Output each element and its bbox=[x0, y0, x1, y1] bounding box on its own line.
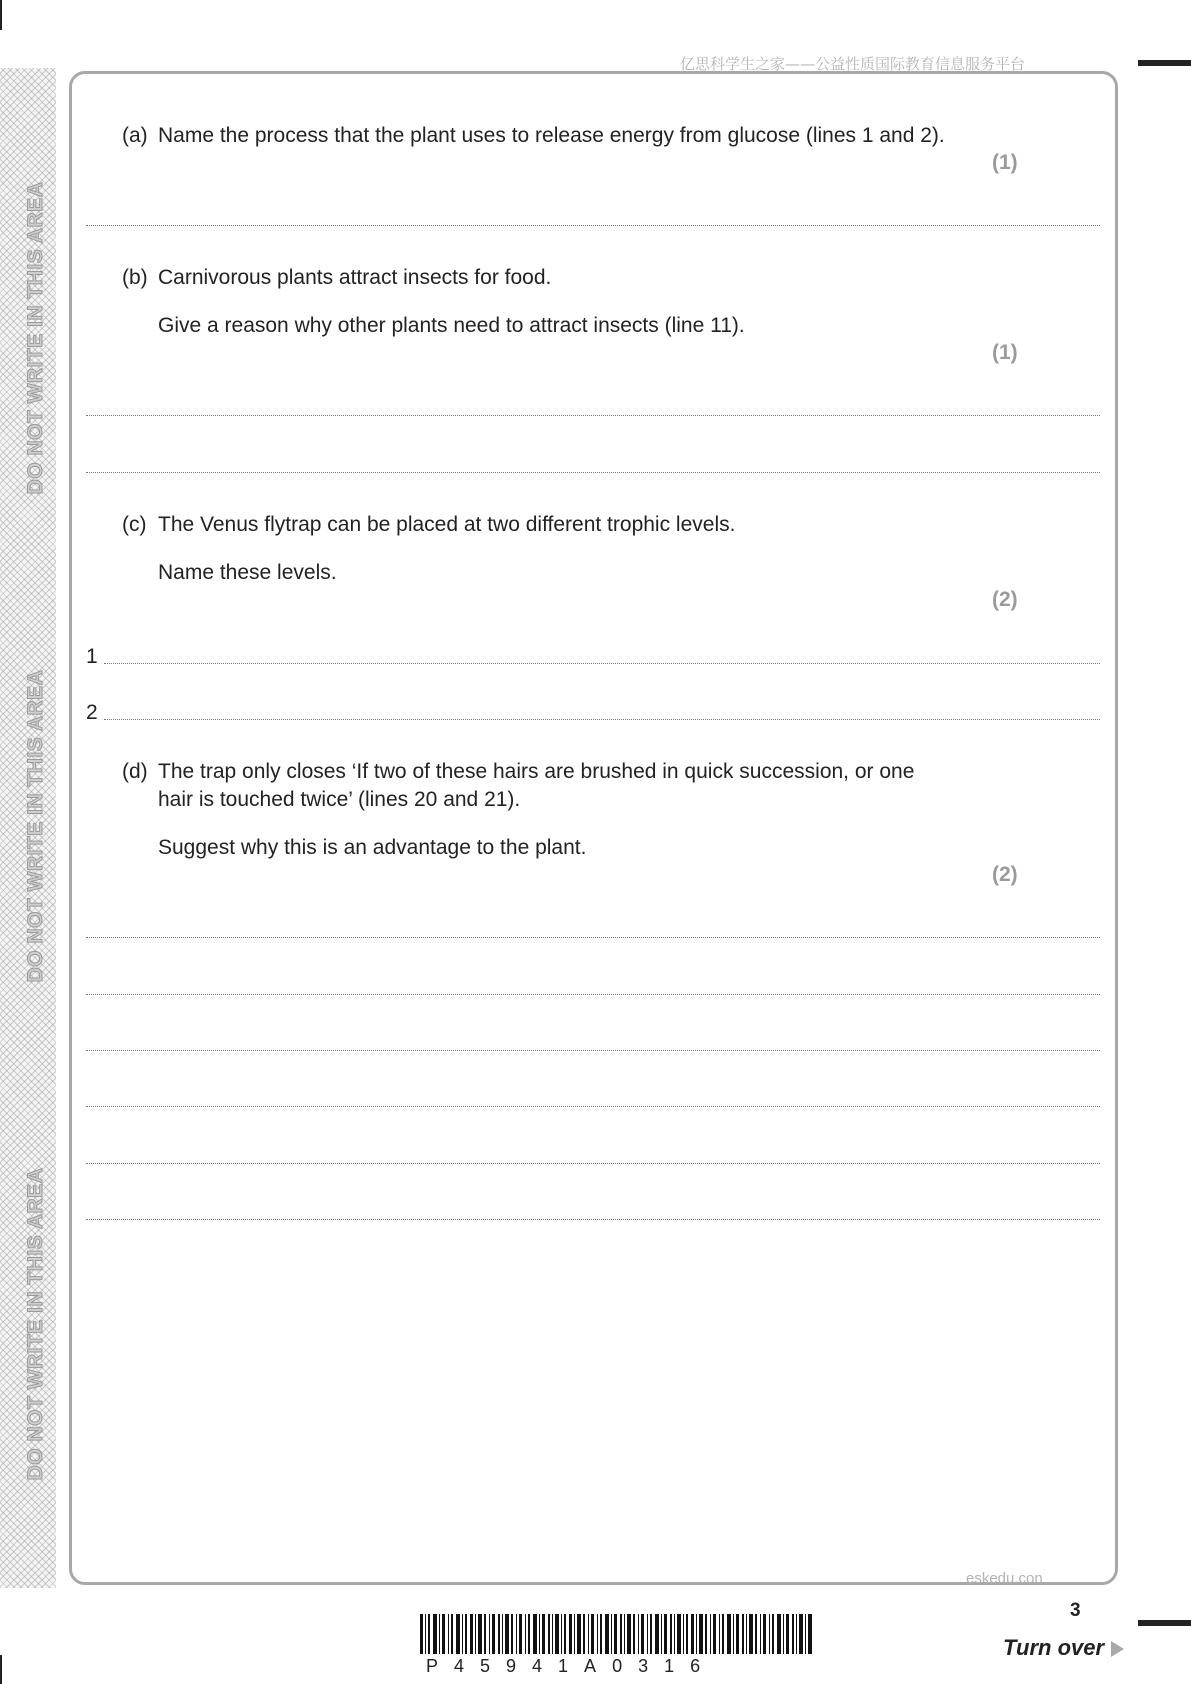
barcode bbox=[420, 1614, 812, 1654]
crop-mark bbox=[0, 0, 2, 30]
question-c-marks: (2) bbox=[992, 588, 1018, 611]
page-number: 3 bbox=[1070, 1600, 1081, 1621]
question-c-text: The Venus flytrap can be placed at two different trophic levels. bbox=[158, 513, 736, 536]
answer-line[interactable] bbox=[86, 1106, 1100, 1107]
question-d-text-continued: hair is touched twice’ (lines 20 and 21). bbox=[158, 788, 521, 811]
answer-line[interactable] bbox=[86, 415, 1100, 416]
question-a-label: (a) bbox=[122, 124, 148, 147]
answer-line[interactable] bbox=[104, 719, 1100, 720]
crop-mark bbox=[1138, 60, 1191, 66]
turn-over-label: Turn over bbox=[1003, 1635, 1105, 1660]
question-b-label: (b) bbox=[122, 266, 148, 289]
answer-line[interactable] bbox=[86, 994, 1100, 995]
crop-mark bbox=[1138, 1620, 1191, 1626]
answer-line[interactable] bbox=[104, 663, 1100, 664]
answer-frame bbox=[69, 71, 1118, 1585]
question-b-instruction: Give a reason why other plants need to attract insects (line 11). bbox=[158, 314, 745, 337]
question-d-label: (d) bbox=[122, 760, 148, 783]
answer-line[interactable] bbox=[86, 1050, 1100, 1051]
question-b-marks: (1) bbox=[992, 341, 1018, 364]
answer-number-1: 1 bbox=[86, 645, 98, 668]
answer-number-2: 2 bbox=[86, 701, 98, 724]
question-d-marks: (2) bbox=[992, 863, 1018, 886]
answer-line[interactable] bbox=[86, 472, 1100, 473]
arrow-right-icon bbox=[1111, 1641, 1124, 1657]
answer-line[interactable] bbox=[86, 1219, 1100, 1220]
watermark-bottom: eskedu.con bbox=[966, 1570, 1043, 1587]
answer-line[interactable] bbox=[86, 937, 1100, 938]
question-c-label: (c) bbox=[122, 513, 147, 536]
question-a-text: Name the process that the plant uses to release energy from glucose (lines 1 and 2). bbox=[158, 124, 945, 147]
answer-line[interactable] bbox=[86, 1163, 1100, 1164]
question-b-text: Carnivorous plants attract insects for food. bbox=[158, 266, 552, 289]
question-c-instruction: Name these levels. bbox=[158, 561, 337, 584]
watermark-top: 亿思科学生之家——公益性质国际教育信息服务平台 bbox=[680, 55, 1026, 73]
question-a-marks: (1) bbox=[992, 151, 1018, 174]
question-d-instruction: Suggest why this is an advantage to the plant. bbox=[158, 836, 587, 859]
crop-mark bbox=[0, 1655, 2, 1684]
answer-line[interactable] bbox=[86, 225, 1100, 226]
barcode-number: P45941A0316 bbox=[426, 1656, 717, 1676]
question-d-text: The trap only closes ‘If two of these hairs are brushed in quick succession, or one bbox=[158, 760, 915, 783]
